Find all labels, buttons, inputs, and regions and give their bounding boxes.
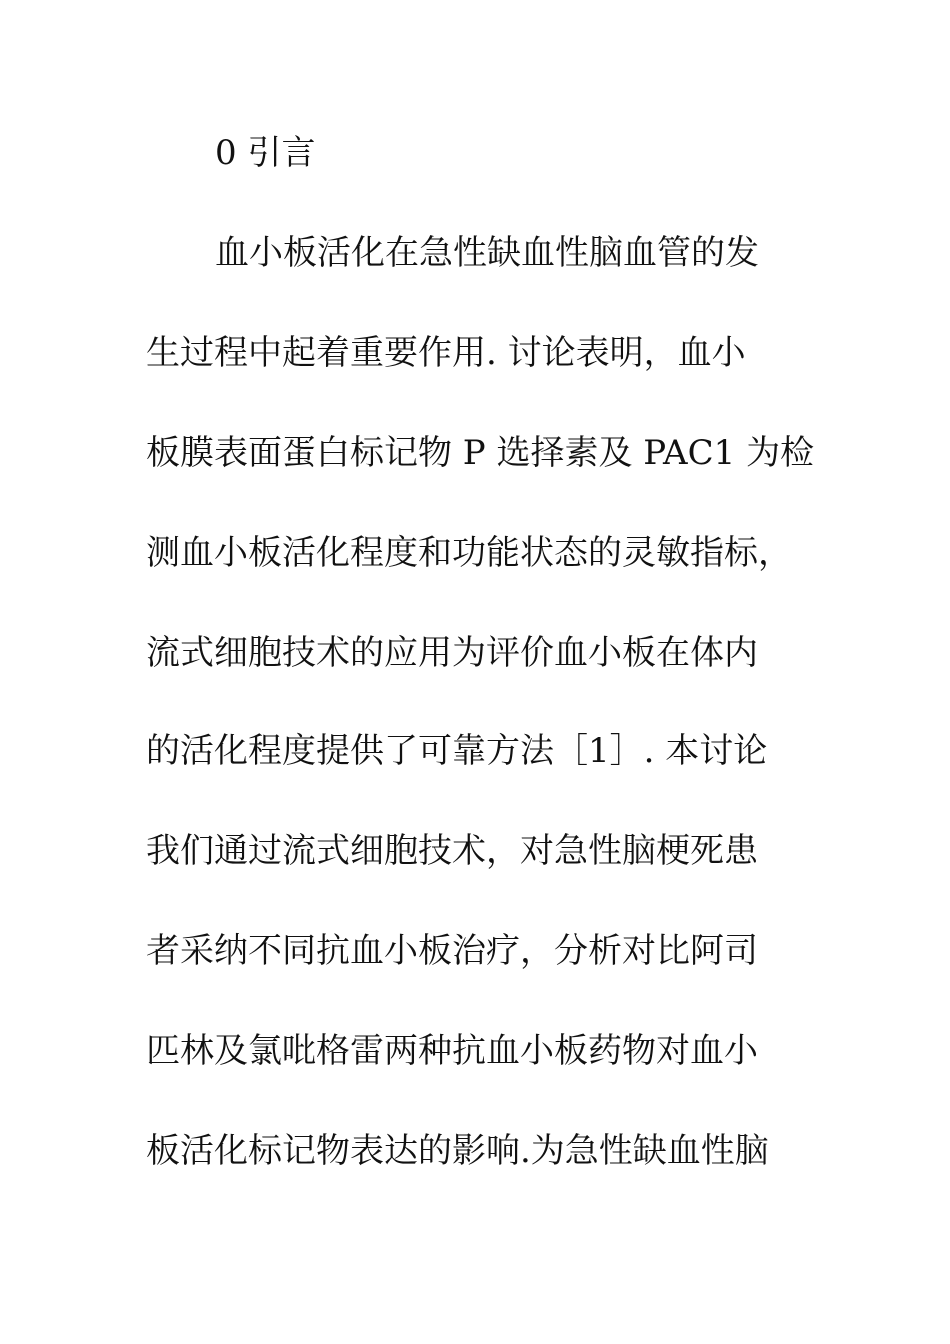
paragraph-line: 匹林及氯吡格雷两种抗血小板药物对血小 <box>146 1031 758 1071</box>
paragraph-line: 生过程中起着重要作用. 讨论表明，血小 <box>146 333 746 373</box>
section-heading: 0 引言 <box>215 133 316 173</box>
paragraph-line: 板活化标记物表达的影响.为急性缺血性脑 <box>146 1131 769 1171</box>
paragraph-line: 者采纳不同抗血小板治疗，分析对比阿司 <box>146 931 758 971</box>
paragraph-line: 测血小板活化程度和功能状态的灵敏指标， <box>146 533 792 573</box>
paragraph-line: 流式细胞技术的应用为评价血小板在体内 <box>146 633 758 673</box>
paragraph-line: 我们通过流式细胞技术，对急性脑梗死患 <box>146 831 758 871</box>
paragraph-line: 血小板活化在急性缺血性脑血管的发 <box>215 233 759 273</box>
paragraph-line: 的活化程度提供了可靠方法［1］. 本讨论 <box>146 731 768 771</box>
paragraph-line: 板膜表面蛋白标记物 P 选择素及 PAC1 为检 <box>146 433 815 473</box>
